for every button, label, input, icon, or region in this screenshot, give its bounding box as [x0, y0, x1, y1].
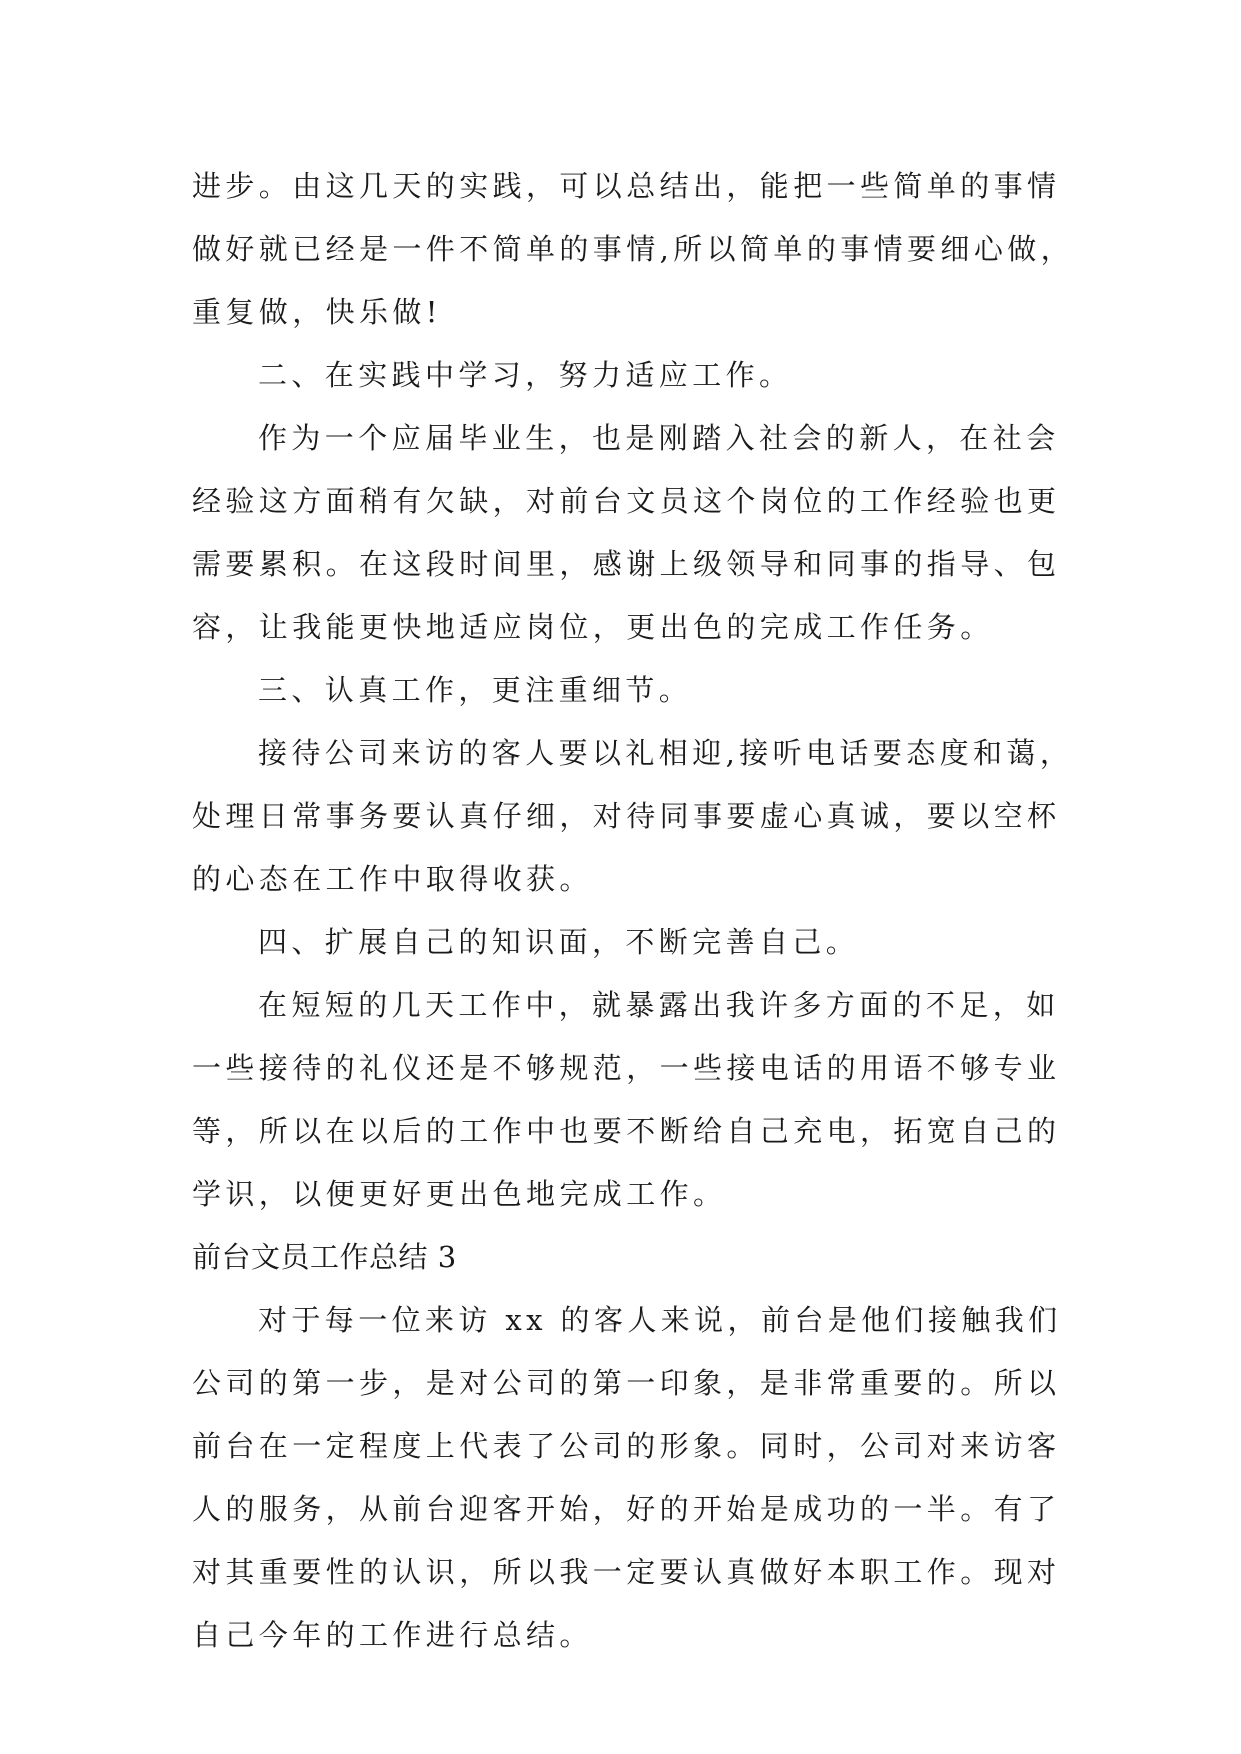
text-line: 经验这方面稍有欠缺，对前台文员这个岗位的工作经验也更 — [192, 484, 1061, 518]
section-heading: 前台文员工作总结 3 — [192, 1240, 457, 1274]
text-line: 前台在一定程度上代表了公司的形象。同时，公司对来访客 — [192, 1429, 1061, 1463]
text-line: 进步。由这几天的实践，可以总结出，能把一些简单的事情 — [192, 169, 1061, 203]
text-line: 处理日常事务要认真仔细，对待同事要虚心真诚，要以空杯 — [192, 799, 1061, 833]
text-line: 一些接待的礼仪还是不够规范，一些接电话的用语不够专业 — [192, 1051, 1061, 1085]
text-line: 四、扩展自己的知识面，不断完善自己。 — [258, 925, 860, 959]
text-line: 公司的第一步，是对公司的第一印象，是非常重要的。所以 — [192, 1366, 1061, 1400]
text-line: 需要累积。在这段时间里，感谢上级领导和同事的指导、包 — [192, 547, 1061, 581]
text-line: 二、在实践中学习，努力适应工作。 — [258, 358, 793, 392]
document-body — [192, 155, 1092, 1667]
text-line: 自己今年的工作进行总结。 — [192, 1618, 593, 1652]
text-line: 等，所以在以后的工作中也要不断给自己充电，拓宽自己的 — [192, 1114, 1061, 1148]
text-line: 作为一个应届毕业生，也是刚踏入社会的新人，在社会 — [258, 421, 1060, 455]
text-line: 三、认真工作，更注重细节。 — [258, 673, 693, 707]
text-line: 对于每一位来访 xx 的客人来说，前台是他们接触我们 — [258, 1303, 1062, 1337]
text-line: 容，让我能更快地适应岗位，更出色的完成工作任务。 — [192, 610, 994, 644]
text-line: 做好就已经是一件不简单的事情,所以简单的事情要细心做， — [192, 232, 1075, 266]
text-line: 人的服务，从前台迎客开始，好的开始是成功的一半。有了 — [192, 1492, 1061, 1526]
text-line: 学识，以便更好更出色地完成工作。 — [192, 1177, 727, 1211]
text-line: 接待公司来访的客人要以礼相迎,接听电话要态度和蔼， — [258, 736, 1074, 770]
text-line: 的心态在工作中取得收获。 — [192, 862, 593, 896]
text-line: 在短短的几天工作中，就暴露出我许多方面的不足，如 — [258, 988, 1060, 1022]
text-line: 对其重要性的认识，所以我一定要认真做好本职工作。现对 — [192, 1555, 1061, 1589]
text-line: 重复做，快乐做! — [192, 295, 442, 329]
